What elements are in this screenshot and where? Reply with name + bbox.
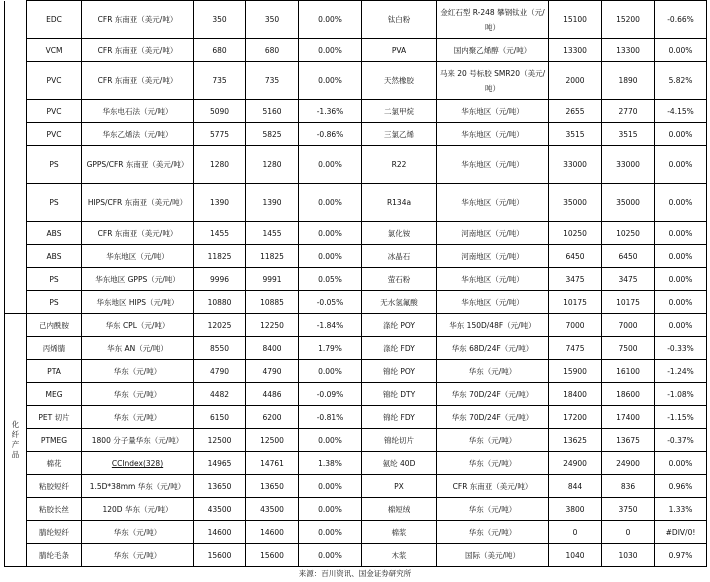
- right-change-pct: 0.00%: [655, 123, 707, 146]
- left-change-pct: 0.05%: [299, 268, 362, 291]
- right-item-spec: 河南地区（元/吨）: [437, 245, 549, 268]
- left-item-spec: GPPS/CFR 东南亚（美元/吨）: [82, 146, 194, 184]
- left-item-spec: 华东地区 HIPS（元/吨）: [82, 291, 194, 314]
- right-curr-price: 836: [602, 475, 655, 498]
- right-curr-price: 24900: [602, 452, 655, 475]
- left-item-name: ABS: [27, 222, 82, 245]
- left-change-pct: 0.00%: [299, 475, 362, 498]
- right-item-spec: 华东（元/吨）: [437, 429, 549, 452]
- right-item-spec: 马来 20 号标胶 SMR20（美元/吨）: [437, 62, 549, 100]
- right-prev-price: 1040: [549, 544, 602, 567]
- right-change-pct: 0.96%: [655, 475, 707, 498]
- right-prev-price: 7475: [549, 337, 602, 360]
- left-curr-price: 14600: [246, 521, 299, 544]
- right-curr-price: 3475: [602, 268, 655, 291]
- left-item-name: EDC: [27, 1, 82, 39]
- left-prev-price: 6150: [194, 406, 246, 429]
- left-item-name: PTA: [27, 360, 82, 383]
- left-curr-price: 12500: [246, 429, 299, 452]
- left-item-spec: CFR 东南亚（美元/吨）: [82, 222, 194, 245]
- category-cell-blank: [5, 1, 27, 314]
- left-item-spec: 华东（元/吨）: [82, 544, 194, 567]
- right-item-spec: CFR 东南亚（美元/吨）: [437, 475, 549, 498]
- right-curr-price: 7000: [602, 314, 655, 337]
- right-curr-price: 3515: [602, 123, 655, 146]
- right-prev-price: 3515: [549, 123, 602, 146]
- left-item-spec: 1.5D*38mm 华东（元/吨）: [82, 475, 194, 498]
- left-item-spec: 华东（元/吨）: [82, 360, 194, 383]
- left-prev-price: 4790: [194, 360, 246, 383]
- right-change-pct: 5.82%: [655, 62, 707, 100]
- left-prev-price: 12025: [194, 314, 246, 337]
- right-item-name: 棉浆: [362, 521, 437, 544]
- left-curr-price: 10885: [246, 291, 299, 314]
- left-item-name: 丙烯腈: [27, 337, 82, 360]
- right-change-pct: -1.08%: [655, 383, 707, 406]
- left-change-pct: -0.09%: [299, 383, 362, 406]
- left-item-spec: CCIndex(328): [82, 452, 194, 475]
- left-item-name: PS: [27, 184, 82, 222]
- left-item-name: 粘胶短纤: [27, 475, 82, 498]
- right-item-spec: 国内聚乙烯醇（元/吨）: [437, 39, 549, 62]
- table-row: [5, 291, 707, 314]
- right-curr-price: 7500: [602, 337, 655, 360]
- left-item-name: 腈纶短纤: [27, 521, 82, 544]
- left-item-spec: 华东地区 GPPS（元/吨）: [82, 268, 194, 291]
- right-change-pct: -1.15%: [655, 406, 707, 429]
- right-curr-price: 1890: [602, 62, 655, 100]
- right-item-name: 萤石粉: [362, 268, 437, 291]
- left-item-spec: 华东地区（元/吨）: [82, 245, 194, 268]
- left-item-spec: 华东乙烯法（元/吨）: [82, 123, 194, 146]
- left-curr-price: 15600: [246, 544, 299, 567]
- right-prev-price: 13625: [549, 429, 602, 452]
- right-curr-price: 0: [602, 521, 655, 544]
- left-item-spec: 华东电石法（元/吨）: [82, 100, 194, 123]
- left-curr-price: 5160: [246, 100, 299, 123]
- left-item-spec: CFR 东南亚（美元/吨）: [82, 62, 194, 100]
- left-change-pct: 1.38%: [299, 452, 362, 475]
- left-change-pct: 0.00%: [299, 39, 362, 62]
- right-item-name: 冰晶石: [362, 245, 437, 268]
- right-curr-price: 18600: [602, 383, 655, 406]
- left-prev-price: 14965: [194, 452, 246, 475]
- left-item-name: PS: [27, 146, 82, 184]
- left-change-pct: 0.00%: [299, 360, 362, 383]
- table-row: [5, 62, 707, 100]
- right-prev-price: 3800: [549, 498, 602, 521]
- right-change-pct: 0.97%: [655, 544, 707, 567]
- right-item-spec: 华东（元/吨）: [437, 452, 549, 475]
- table-row: [5, 360, 707, 383]
- left-change-pct: 0.00%: [299, 521, 362, 544]
- left-prev-price: 5775: [194, 123, 246, 146]
- table-row: [5, 475, 707, 498]
- left-prev-price: 1390: [194, 184, 246, 222]
- right-prev-price: 35000: [549, 184, 602, 222]
- left-change-pct: 0.00%: [299, 498, 362, 521]
- left-prev-price: 5090: [194, 100, 246, 123]
- left-curr-price: 4790: [246, 360, 299, 383]
- right-item-spec: 金红石型 R-248 攀钢钛业（元/吨）: [437, 1, 549, 39]
- left-prev-price: 8550: [194, 337, 246, 360]
- right-item-spec: 国际（美元/吨）: [437, 544, 549, 567]
- left-item-spec: 华东（元/吨）: [82, 521, 194, 544]
- left-item-name: PET 切片: [27, 406, 82, 429]
- table-row: [5, 521, 707, 544]
- right-change-pct: -0.33%: [655, 337, 707, 360]
- right-item-name: 二氯甲烷: [362, 100, 437, 123]
- left-curr-price: 735: [246, 62, 299, 100]
- right-curr-price: 13675: [602, 429, 655, 452]
- left-prev-price: 735: [194, 62, 246, 100]
- left-change-pct: -1.36%: [299, 100, 362, 123]
- right-item-name: 涤纶 POY: [362, 314, 437, 337]
- left-change-pct: -0.86%: [299, 123, 362, 146]
- left-item-name: PS: [27, 291, 82, 314]
- right-item-name: 锦纶 DTY: [362, 383, 437, 406]
- table-row: [5, 429, 707, 452]
- right-change-pct: 1.33%: [655, 498, 707, 521]
- right-item-name: 锦纶 POY: [362, 360, 437, 383]
- left-prev-price: 14600: [194, 521, 246, 544]
- left-item-name: MEG: [27, 383, 82, 406]
- left-change-pct: -0.05%: [299, 291, 362, 314]
- table-row: [5, 222, 707, 245]
- left-change-pct: 0.00%: [299, 429, 362, 452]
- left-item-name: PVC: [27, 123, 82, 146]
- right-change-pct: 0.00%: [655, 452, 707, 475]
- right-item-name: 无水氢氟酸: [362, 291, 437, 314]
- left-curr-price: 13650: [246, 475, 299, 498]
- right-item-name: 钛白粉: [362, 1, 437, 39]
- left-prev-price: 1455: [194, 222, 246, 245]
- table-row: [5, 39, 707, 62]
- right-curr-price: 33000: [602, 146, 655, 184]
- left-change-pct: 0.00%: [299, 184, 362, 222]
- right-item-name: R22: [362, 146, 437, 184]
- left-curr-price: 9991: [246, 268, 299, 291]
- left-item-name: PTMEG: [27, 429, 82, 452]
- right-prev-price: 0: [549, 521, 602, 544]
- left-item-name: PVC: [27, 100, 82, 123]
- right-change-pct: -1.24%: [655, 360, 707, 383]
- right-prev-price: 10175: [549, 291, 602, 314]
- left-change-pct: 0.00%: [299, 544, 362, 567]
- left-change-pct: -0.81%: [299, 406, 362, 429]
- right-item-name: 氯化铵: [362, 222, 437, 245]
- right-item-spec: 华东地区（元/吨）: [437, 146, 549, 184]
- left-change-pct: 1.79%: [299, 337, 362, 360]
- left-item-spec: 120D 华东（元/吨）: [82, 498, 194, 521]
- right-item-spec: 华东地区（元/吨）: [437, 291, 549, 314]
- left-change-pct: 0.00%: [299, 146, 362, 184]
- table-row: [5, 123, 707, 146]
- table-row: [5, 314, 707, 337]
- right-item-name: 涤纶 FDY: [362, 337, 437, 360]
- left-item-spec: 华东 AN（元/吨）: [82, 337, 194, 360]
- right-curr-price: 6450: [602, 245, 655, 268]
- price-table: [4, 0, 707, 567]
- right-item-spec: 华东地区（元/吨）: [437, 268, 549, 291]
- right-curr-price: 2770: [602, 100, 655, 123]
- right-change-pct: 0.00%: [655, 222, 707, 245]
- left-item-spec: CFR 东南亚（美元/吨）: [82, 1, 194, 39]
- left-curr-price: 4486: [246, 383, 299, 406]
- left-item-spec: 华东 CPL（元/吨）: [82, 314, 194, 337]
- right-item-spec: 华东 70D/24F（元/吨）: [437, 406, 549, 429]
- table-row: [5, 383, 707, 406]
- left-prev-price: 13650: [194, 475, 246, 498]
- left-change-pct: 0.00%: [299, 245, 362, 268]
- left-change-pct: 0.00%: [299, 62, 362, 100]
- right-curr-price: 13300: [602, 39, 655, 62]
- left-curr-price: 680: [246, 39, 299, 62]
- right-item-spec: 华东（元/吨）: [437, 360, 549, 383]
- table-row: [5, 406, 707, 429]
- table-row: [5, 100, 707, 123]
- left-curr-price: 8400: [246, 337, 299, 360]
- left-item-spec: 华东（元/吨）: [82, 406, 194, 429]
- right-curr-price: 17400: [602, 406, 655, 429]
- right-prev-price: 844: [549, 475, 602, 498]
- right-change-pct: -4.15%: [655, 100, 707, 123]
- right-prev-price: 3475: [549, 268, 602, 291]
- left-curr-price: 12250: [246, 314, 299, 337]
- right-prev-price: 2655: [549, 100, 602, 123]
- left-change-pct: 0.00%: [299, 1, 362, 39]
- table-row: [5, 1, 707, 39]
- left-item-name: 粘胶长丝: [27, 498, 82, 521]
- left-prev-price: 10880: [194, 291, 246, 314]
- right-item-name: PX: [362, 475, 437, 498]
- right-item-name: 氨纶 40D: [362, 452, 437, 475]
- left-prev-price: 680: [194, 39, 246, 62]
- left-item-name: PS: [27, 268, 82, 291]
- left-item-name: VCM: [27, 39, 82, 62]
- right-curr-price: 1030: [602, 544, 655, 567]
- left-curr-price: 14761: [246, 452, 299, 475]
- price-table-body: [5, 1, 707, 567]
- left-curr-price: 1280: [246, 146, 299, 184]
- right-item-name: 木浆: [362, 544, 437, 567]
- right-item-name: 三氯乙烯: [362, 123, 437, 146]
- right-curr-price: 16100: [602, 360, 655, 383]
- right-change-pct: -0.66%: [655, 1, 707, 39]
- right-prev-price: 15900: [549, 360, 602, 383]
- right-curr-price: 10175: [602, 291, 655, 314]
- right-change-pct: -0.37%: [655, 429, 707, 452]
- right-item-name: PVA: [362, 39, 437, 62]
- left-item-spec: CFR 东南亚（美元/吨）: [82, 39, 194, 62]
- right-change-pct: 0.00%: [655, 39, 707, 62]
- left-prev-price: 1280: [194, 146, 246, 184]
- right-item-spec: 华东地区（元/吨）: [437, 184, 549, 222]
- table-row: [5, 498, 707, 521]
- left-item-name: 己内酰胺: [27, 314, 82, 337]
- left-item-name: PVC: [27, 62, 82, 100]
- right-change-pct: #DIV/0!: [655, 521, 707, 544]
- left-prev-price: 9996: [194, 268, 246, 291]
- table-row: [5, 146, 707, 184]
- right-prev-price: 10250: [549, 222, 602, 245]
- left-item-name: 腈纶毛条: [27, 544, 82, 567]
- right-item-spec: 华东 68D/24F（元/吨）: [437, 337, 549, 360]
- right-curr-price: 10250: [602, 222, 655, 245]
- right-item-name: R134a: [362, 184, 437, 222]
- right-prev-price: 13300: [549, 39, 602, 62]
- right-item-spec: 河南地区（元/吨）: [437, 222, 549, 245]
- left-prev-price: 4482: [194, 383, 246, 406]
- right-change-pct: 0.00%: [655, 268, 707, 291]
- right-change-pct: 0.00%: [655, 314, 707, 337]
- right-item-spec: 华东（元/吨）: [437, 498, 549, 521]
- right-prev-price: 24900: [549, 452, 602, 475]
- right-prev-price: 7000: [549, 314, 602, 337]
- right-prev-price: 2000: [549, 62, 602, 100]
- right-prev-price: 33000: [549, 146, 602, 184]
- left-item-name: 棉花: [27, 452, 82, 475]
- left-prev-price: 12500: [194, 429, 246, 452]
- table-row: [5, 245, 707, 268]
- right-item-name: 锦纶 FDY: [362, 406, 437, 429]
- table-row: [5, 268, 707, 291]
- right-curr-price: 3750: [602, 498, 655, 521]
- left-curr-price: 5825: [246, 123, 299, 146]
- left-prev-price: 15600: [194, 544, 246, 567]
- right-item-name: 天然橡胶: [362, 62, 437, 100]
- left-item-name: ABS: [27, 245, 82, 268]
- source-note: 来源：百川资讯、国金证券研究所: [298, 569, 412, 578]
- right-curr-price: 15200: [602, 1, 655, 39]
- left-item-spec: 华东（元/吨）: [82, 383, 194, 406]
- left-change-pct: -1.84%: [299, 314, 362, 337]
- right-curr-price: 35000: [602, 184, 655, 222]
- left-curr-price: 6200: [246, 406, 299, 429]
- left-prev-price: 350: [194, 1, 246, 39]
- left-curr-price: 11825: [246, 245, 299, 268]
- right-prev-price: 6450: [549, 245, 602, 268]
- left-curr-price: 1390: [246, 184, 299, 222]
- left-curr-price: 43500: [246, 498, 299, 521]
- right-item-spec: 华东地区（元/吨）: [437, 123, 549, 146]
- table-row: [5, 184, 707, 222]
- right-item-name: 锦纶切片: [362, 429, 437, 452]
- right-item-spec: 华东地区（元/吨）: [437, 100, 549, 123]
- left-prev-price: 11825: [194, 245, 246, 268]
- left-prev-price: 43500: [194, 498, 246, 521]
- table-row: [5, 337, 707, 360]
- table-row: [5, 544, 707, 567]
- left-curr-price: 350: [246, 1, 299, 39]
- table-row: [5, 452, 707, 475]
- left-curr-price: 1455: [246, 222, 299, 245]
- category-label: 化 纤 产 品: [5, 314, 27, 567]
- right-item-spec: 华东（元/吨）: [437, 521, 549, 544]
- right-change-pct: 0.00%: [655, 245, 707, 268]
- right-change-pct: 0.00%: [655, 291, 707, 314]
- right-change-pct: 0.00%: [655, 184, 707, 222]
- right-prev-price: 18400: [549, 383, 602, 406]
- right-item-spec: 华东 70D/24F（元/吨）: [437, 383, 549, 406]
- right-prev-price: 15100: [549, 1, 602, 39]
- right-change-pct: 0.00%: [655, 146, 707, 184]
- right-prev-price: 17200: [549, 406, 602, 429]
- left-change-pct: 0.00%: [299, 222, 362, 245]
- right-item-spec: 华东 150D/48F（元/吨）: [437, 314, 549, 337]
- left-item-spec: 1800 分子量华东（元/吨）: [82, 429, 194, 452]
- left-item-spec: HIPS/CFR 东南亚（美元/吨）: [82, 184, 194, 222]
- right-item-name: 棉短绒: [362, 498, 437, 521]
